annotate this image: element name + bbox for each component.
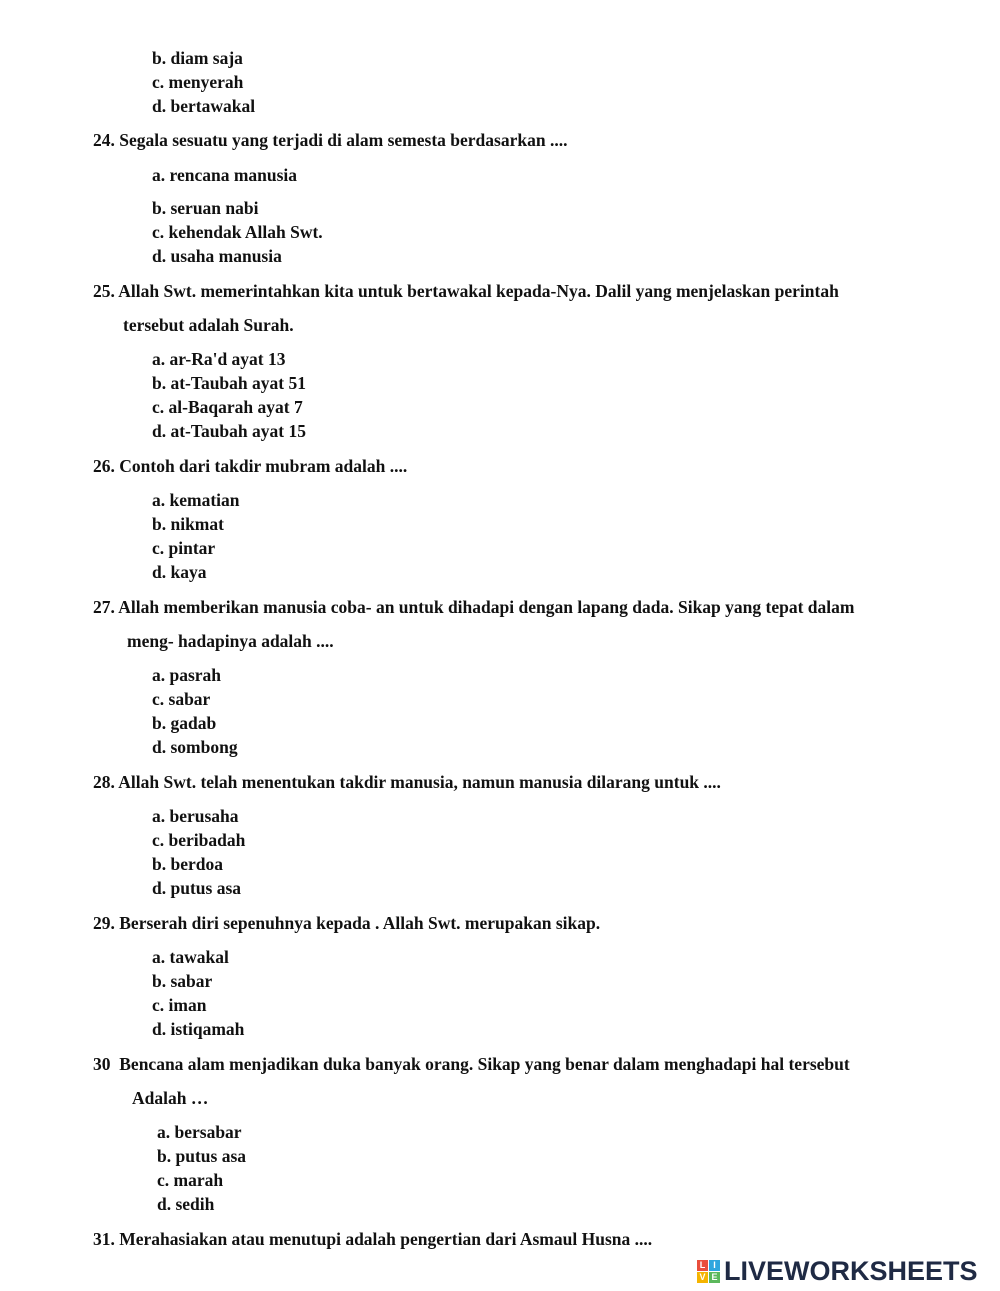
question-30 [93, 1054, 850, 1074]
question-number: 29. [93, 913, 115, 933]
option-a: a. kematian [152, 490, 240, 510]
option-b: b. at-Taubah ayat 51 [152, 373, 306, 393]
option-d: d. at-Taubah ayat 15 [152, 421, 306, 441]
brand-wordmark: LIVEWORKSHEETS [724, 1255, 978, 1286]
option-d: d. sombong [152, 737, 238, 757]
option-d: d. putus asa [152, 878, 242, 898]
logo-letter: I [709, 1260, 720, 1271]
option-c: c. pintar [152, 538, 216, 558]
question-text: Allah memberikan manusia coba- an untuk dihadapi dengan lapang dada. Sikap yang tepat dalam [118, 597, 855, 617]
option-b: b. nikmat [152, 514, 224, 534]
option-a: a. ar-Ra'd ayat 13 [152, 349, 286, 369]
question-text: Segala sesuatu yang terjadi di alam semesta berdasarkan .... [119, 130, 568, 150]
question-text: Bencana alam menjadikan duka banyak orang. Sikap yang benar dalam menghadapi hal tersebut [119, 1054, 850, 1074]
option-c: c. sabar [152, 689, 211, 709]
option-a: a. bersabar [157, 1122, 242, 1142]
option-a: a. tawakal [152, 947, 229, 967]
question-number: 28. [93, 772, 115, 792]
option-d: d. istiqamah [152, 1019, 245, 1039]
option-b: b. diam saja [152, 48, 243, 68]
logo-letter: V [697, 1272, 708, 1283]
question-text-continued: tersebut adalah Surah. [123, 315, 294, 335]
option-a: a. berusaha [152, 806, 239, 826]
logo-letter: L [697, 1260, 708, 1271]
option-b: b. sabar [152, 971, 213, 991]
option-c: c. iman [152, 995, 207, 1015]
question-text: Allah Swt. memerintahkan kita untuk bertawakal kepada-Nya. Dalil yang menjelaskan perintah [118, 281, 839, 301]
question-29 [93, 913, 600, 933]
question-26 [93, 456, 407, 476]
question-31 [93, 1229, 652, 1249]
question-number: 30 [93, 1054, 111, 1074]
option-b: b. seruan nabi [152, 198, 259, 218]
option-c: c. al-Baqarah ayat 7 [152, 397, 303, 417]
question-number: 25. [93, 281, 115, 301]
question-24 [93, 130, 567, 150]
question-27 [93, 597, 854, 617]
question-text: Merahasiakan atau menutupi adalah pengertian dari Asmaul Husna .... [119, 1229, 653, 1249]
live-blocks-icon [697, 1260, 720, 1283]
question-text-continued: Adalah … [132, 1088, 209, 1108]
question-text: Allah Swt. telah menentukan takdir manusia, namun manusia dilarang untuk .... [118, 772, 721, 792]
option-d: d. sedih [157, 1194, 215, 1214]
option-a: a. pasrah [152, 665, 222, 685]
question-25 [93, 281, 839, 301]
option-d: d. usaha manusia [152, 246, 282, 266]
option-d: d. kaya [152, 562, 207, 582]
question-28 [93, 772, 721, 792]
option-c: c. marah [157, 1170, 224, 1190]
option-b: b. putus asa [157, 1146, 247, 1166]
question-number: 27. [93, 597, 115, 617]
option-a: a. rencana manusia [152, 165, 298, 185]
question-number: 26. [93, 456, 115, 476]
option-d: d. bertawakal [152, 96, 256, 116]
option-b: b. gadab [152, 713, 217, 733]
question-number: 24. [93, 130, 115, 150]
question-text-continued: meng- hadapinya adalah .... [127, 631, 334, 651]
option-c: c. menyerah [152, 72, 244, 92]
question-text: Contoh dari takdir mubram adalah .... [119, 456, 408, 476]
option-c: c. kehendak Allah Swt. [152, 222, 323, 242]
option-b: b. berdoa [152, 854, 223, 874]
question-number: 31. [93, 1229, 115, 1249]
liveworksheets-logo [697, 1256, 978, 1286]
option-c: c. beribadah [152, 830, 246, 850]
question-text: Berserah diri sepenuhnya kepada . Allah Swt. merupakan sikap. [119, 913, 601, 933]
logo-letter: E [709, 1272, 720, 1283]
